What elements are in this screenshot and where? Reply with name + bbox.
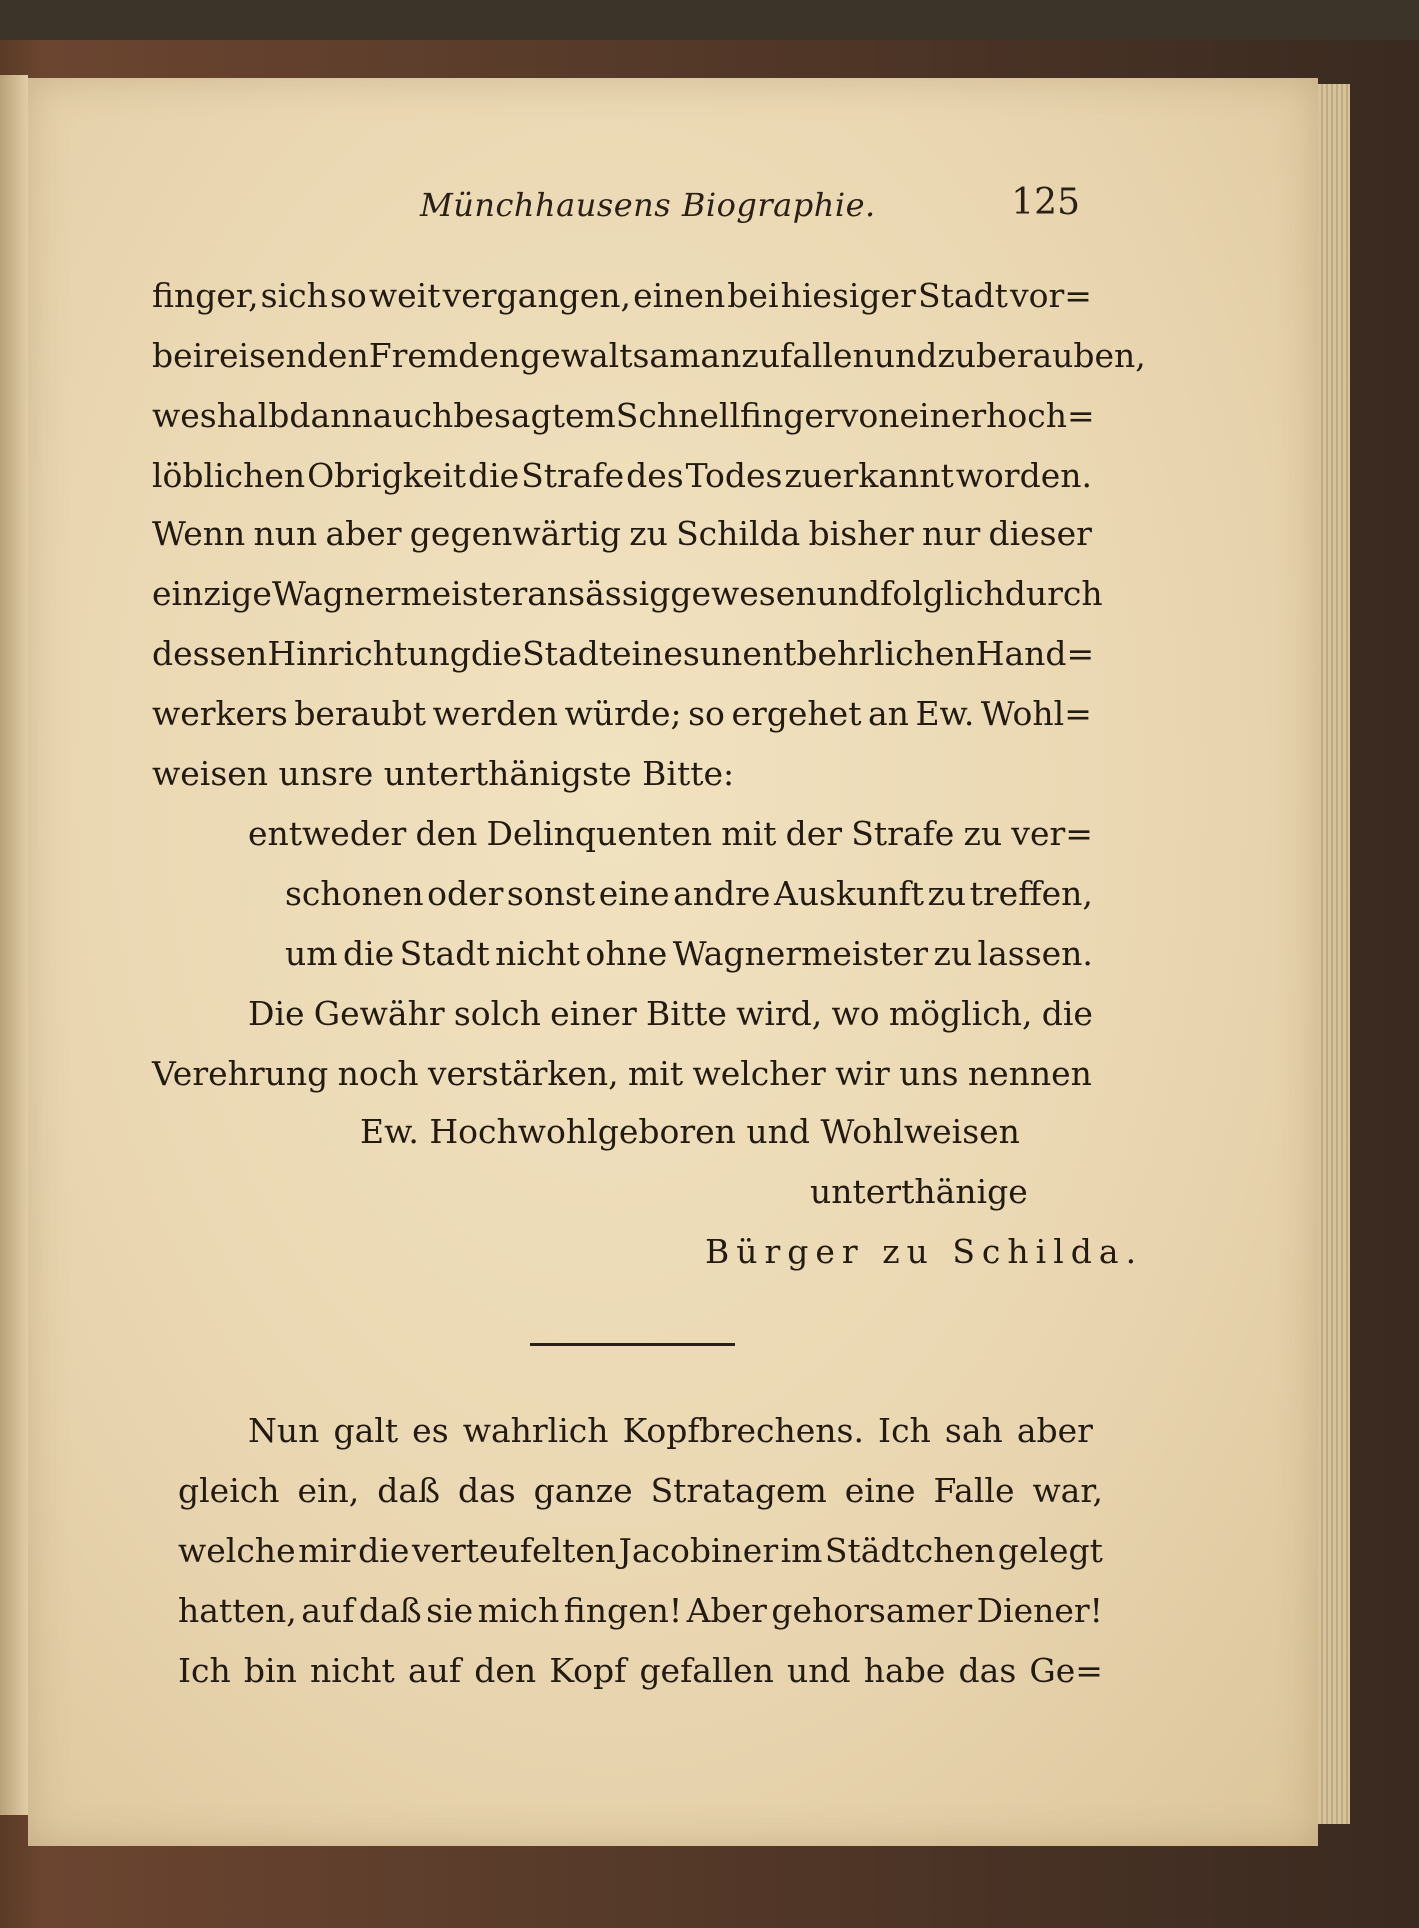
body-line: beireisenden Fremden gewaltsam anzufallen und zu berauben, [152,336,1146,375]
facing-page-edge [0,75,28,1815]
running-title: Münchhausens Biographie. [420,186,876,224]
request-line: entweder den Delinquenten mit der Strafe zu ver= [248,814,1093,853]
body-line: Wenn nun aber gegenwärtig zu Schilda bisher nur dieser [152,514,1092,553]
signature-subscription: unterthänige [810,1172,1028,1211]
body-line: löblichen Obrigkeit die Strafe des Todes zuerkannt worden. [152,456,1092,495]
body-line: weisen unsre unterthänigste Bitte: [152,754,735,793]
closing-line: Die Gewähr solch einer Bitte wird, wo möglich, die [248,994,1093,1033]
closing-line: Verehrung noch verstärken, mit welcher wir uns nennen [152,1054,1092,1093]
signature-signers: Bürger zu Schilda. [705,1232,1144,1271]
section-divider [530,1343,735,1346]
paragraph-line: hatten, auf daß sie mich fingen! Aber gehorsamer Diener! [178,1591,1103,1630]
request-line: um die Stadt nicht ohne Wagnermeister zu lassen. [285,934,1093,973]
body-line: werkers beraubt werden würde; so ergehet an Ew. Wohl= [152,694,1092,733]
page-stack-edge [1318,84,1350,1824]
page-number: 125 [1011,182,1080,223]
request-line: schonen oder sonst eine andre Auskunft zu treffen, [285,874,1093,913]
body-line: einzige Wagnermeister ansässig gewesen und folglich durch [152,574,1103,613]
body-line: finger, sich so weit vergangen, einen bei hiesiger Stadt vor= [152,276,1092,315]
paragraph-line: gleich ein, daß das ganze Stratagem eine Falle war, [178,1471,1103,1510]
body-line: weshalb dann auch besagtem Schnellfinger von einer hoch= [152,396,1095,435]
page-header [420,182,1080,236]
paragraph-line: welche mir die verteufelten Jacobiner im Städtchen gelegt [178,1531,1103,1570]
signature-salutation: Ew. Hochwohlgeboren und Wohlweisen [360,1112,1020,1151]
body-line: dessen Hinrichtung die Stadt eines unentbehrlichen Hand= [152,634,1095,673]
paragraph-line: Ich bin nicht auf den Kopf gefallen und habe das Ge= [178,1651,1103,1690]
paragraph-line: Nun galt es wahrlich Kopfbrechens. Ich sah aber [248,1411,1093,1450]
